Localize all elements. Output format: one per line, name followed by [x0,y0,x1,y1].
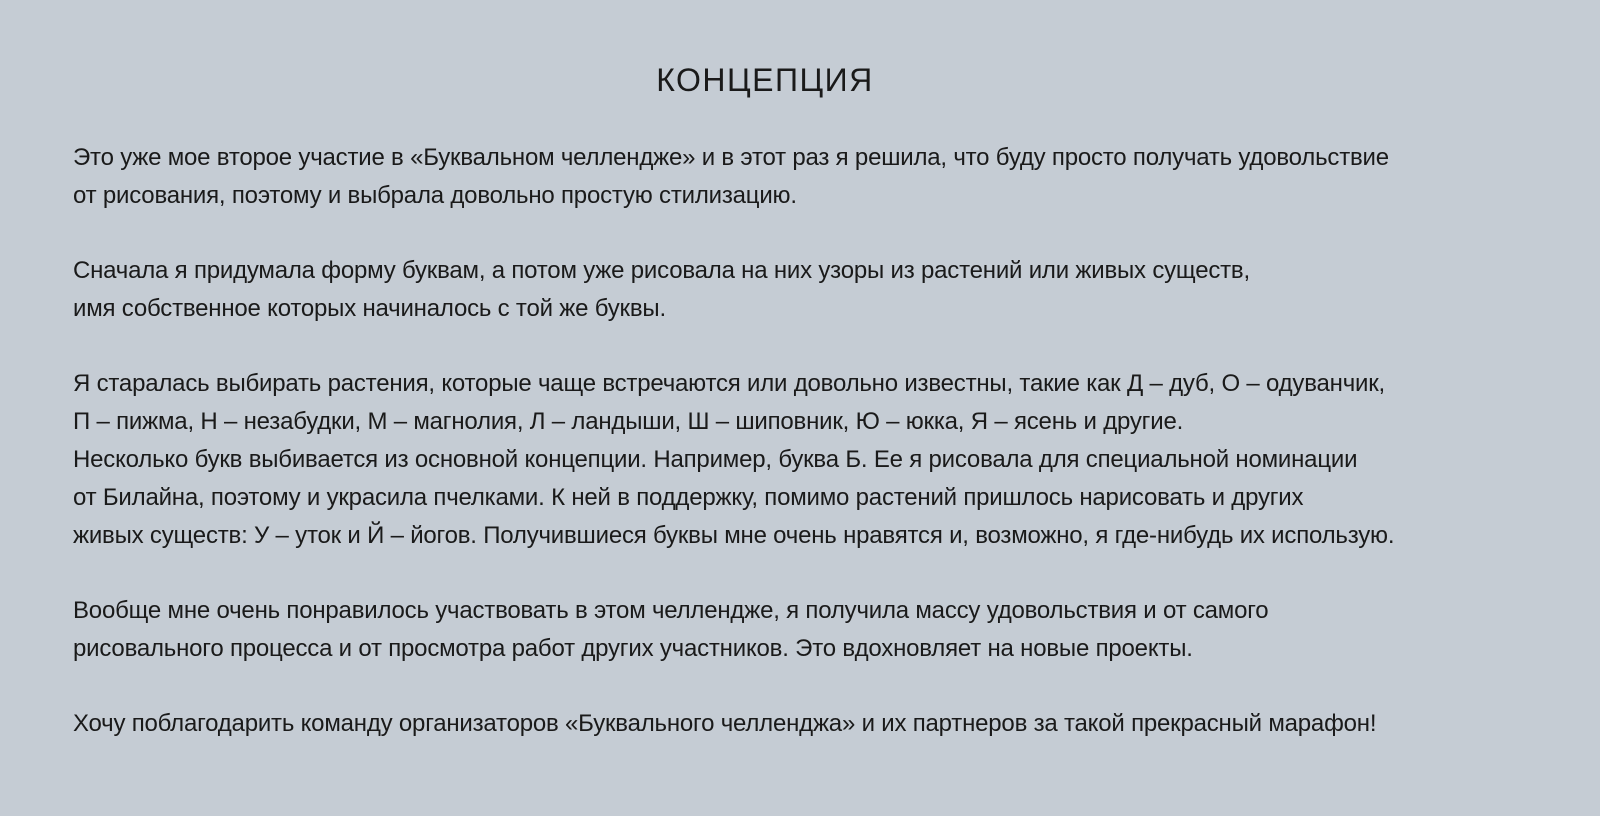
text-line: от Билайна, поэтому и украсила пчелками. К ней в поддержку, помимо растений пришлось нарисовать и других [73,484,1304,511]
paragraph-method [73,252,1573,328]
text-line: Несколько букв выбивается из основной концепции. Например, буква Б. Ее я рисовала для специальной номинации [73,446,1358,473]
paragraph-impressions [73,592,1573,668]
page-title: КОНЦЕПЦИЯ [656,62,874,98]
text-line: от рисования, поэтому и выбрала довольно простую стилизацию. [73,182,797,209]
paragraph-intro [73,139,1573,215]
text-line: Я старалась выбирать растения, которые чаще встречаются или довольно известны, такие как Д – дуб, О – одуванчик, [73,370,1385,397]
document-body [73,139,1573,780]
text-line: живых существ: У – уток и Й – йогов. Получившиеся буквы мне очень нравятся и, возможно, я где-нибудь их использую. [73,522,1395,549]
paragraph-plants [73,365,1573,555]
text-line: Это уже мое второе участие в «Буквальном челлендже» и в этот раз я решила, что буду просто получать удовольствие [73,144,1389,171]
paragraph-thanks [73,705,1573,743]
text-line: Вообще мне очень понравилось участвовать в этом челлендже, я получила массу удовольствия и от самого [73,597,1269,624]
text-line: Сначала я придумала форму буквам, а потом уже рисовала на них узоры из растений или живых существ, [73,257,1250,284]
text-line: рисовального процесса и от просмотра работ других участников. Это вдохновляет на новые проекты. [73,635,1193,662]
text-line: П – пижма, Н – незабудки, М – магнолия, Л – ландыши, Ш – шиповник, Ю – юкка, Я – ясень и другие. [73,408,1184,435]
text-line: имя собственное которых начиналось с той же буквы. [73,295,666,322]
text-line: Хочу поблагодарить команду организаторов «Буквального челленджа» и их партнеров за такой прекрасный марафон! [73,710,1377,737]
